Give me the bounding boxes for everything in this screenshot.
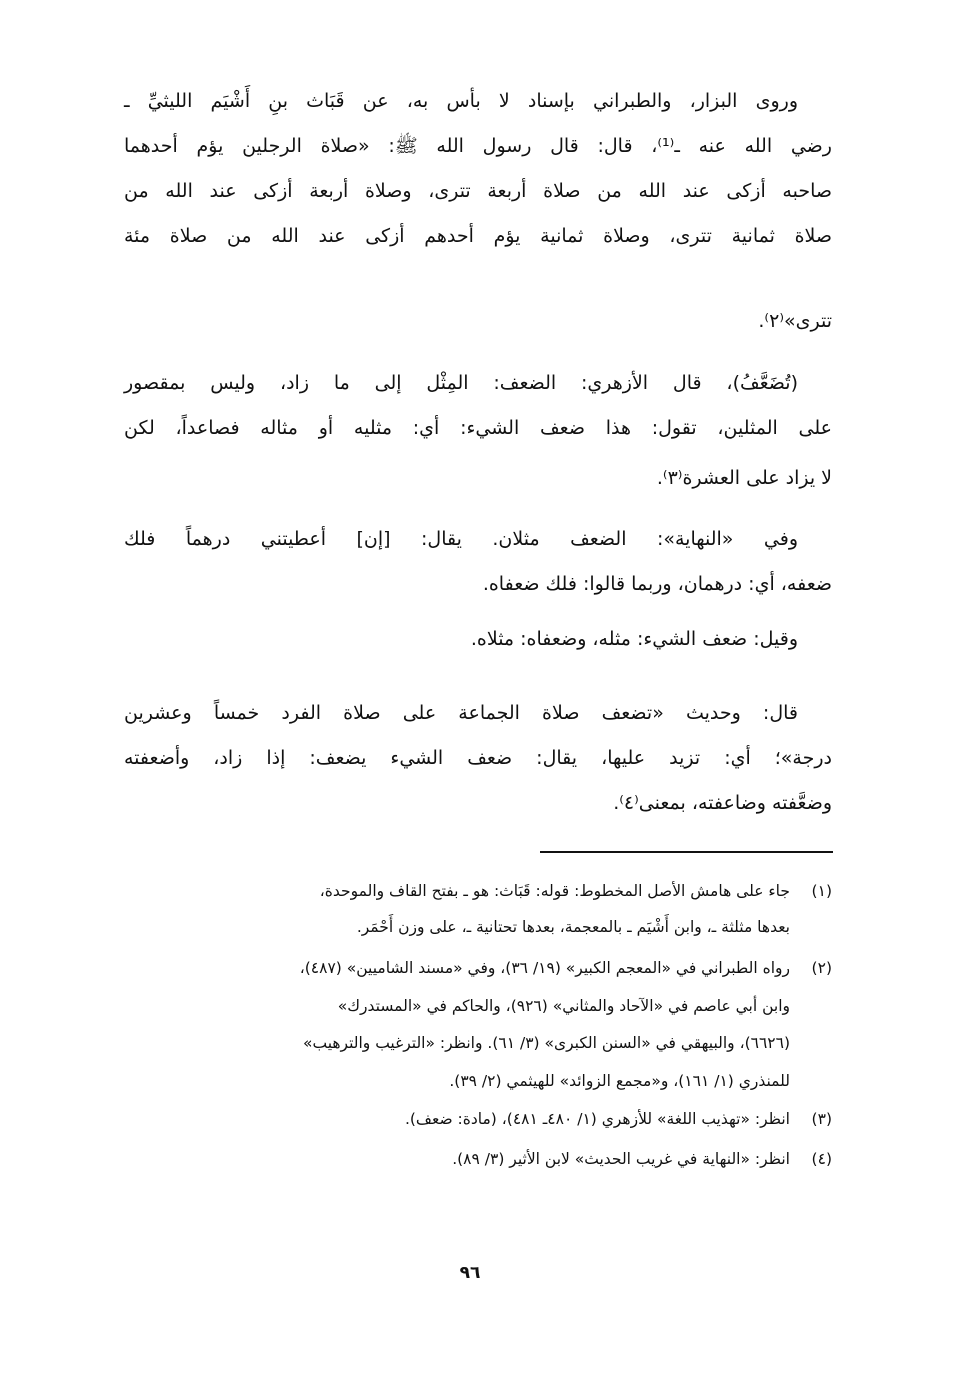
footnote-2 — [124, 955, 832, 981]
footnote-number: (٣) — [811, 1110, 832, 1128]
footnote-number: (١) — [811, 882, 832, 900]
text-line: رضي الله عنه ـ⁽¹⁾، قال: قال رسول الله ﷺ: «صلاة الرجلين يؤم أحدهما — [124, 135, 832, 157]
footnote-text: رواه الطبراني في «المعجم الكبير» (١٩/ ٣٦)، وفي «مسند الشاميين» (٤٨٧)، — [299, 959, 790, 977]
footnote-separator — [540, 851, 833, 853]
footnote-line: (٦٦٢٦)، والبيهقي في «السنن الكبرى» (٣/ ٦١). وانظر: «الترغيب والترهيب» — [302, 1034, 790, 1052]
text-line: على المثلين، تقول: هذا ضعف الشيء: أي: مثليه أو مثاله فصاعداً، لكن — [124, 417, 832, 439]
footnote-1 — [124, 878, 832, 904]
footnote-number: (٢) — [811, 959, 832, 977]
page-number: ٩٦ — [459, 1263, 481, 1283]
footnote-text: انظر: «تهذيب اللغة» للأزهري (١/ ٤٨٠ـ ٤٨١)، (مادة: ضعف). — [404, 1110, 790, 1128]
text-line: وقيل: ضعف الشيء: مثله، وضعفاه: مثلاه. — [470, 628, 798, 650]
text-line: وضعَّفته وضاعفته، بمعنى⁽٤⁾. — [613, 792, 832, 814]
text-line: ضعفه، أي: درهمان، وربما قالوا: فلك ضعفاه. — [482, 573, 832, 595]
footnote-line: للمنذري (١/ ١٦١)، و«مجمع الزوائد» للهيثمي (٢/ ٣٩). — [449, 1072, 790, 1090]
text-line: وروى البزار، والطبراني بإسناد لا بأس به، عن قَبَاث بنِ أَشْيَم الليثيِّ ـ — [124, 90, 798, 112]
footnote-line: وابن أبي عاصم في «الآحاد والمثاني» (٩٢٦)، والحاكم في «المستدرك» — [337, 997, 790, 1015]
text-line: تترى»⁽٢⁾. — [758, 310, 832, 332]
text-line: لا يزاد على العشرة⁽٣⁾. — [656, 467, 832, 489]
text-line: قال: وحديث «تضعف صلاة الجماعة على صلاة الفرد خمساً وعشرين — [124, 702, 798, 724]
footnote-4 — [124, 1146, 832, 1172]
text-line: درجة»؛ أي: تزيد عليها، يقال: ضعف الشيء يضعف: إذا زاد، وأضعفته — [124, 747, 832, 769]
footnote-number: (٤) — [811, 1150, 832, 1168]
text-line: صلاة ثمانية تترى، وصلاة ثمانية يؤم أحدهم أزكى عند الله من صلاة مئة — [124, 225, 832, 247]
text-line: صاحبه أزكى عند الله من صلاة أربعة تترى، وصلاة أربعة أزكى عند الله من — [124, 180, 832, 202]
footnote-line: بعدها مثلثة ـ، وابن أَشْيَم ـ بالمعجمة، بعدها تحتانية ـ، على وزن أَحْمَر. — [356, 918, 790, 936]
text-line: وفي «النهاية»: الضعف مثلان. يقال: [إن] أعطيتني درهماً فلك — [124, 528, 798, 550]
footnote-text: انظر: «النهاية في غريب الحديث» لابن الأثير (٣/ ٨٩). — [452, 1150, 790, 1168]
footnote-text: جاء على هامش الأصل المخطوط: قوله: قَبَاث: هو ـ بفتح القاف والموحدة، — [319, 882, 790, 900]
text-line: (تُضَعَّفُ)، قال الأزهري: الضعف: المِثْل إلى ما زاد، وليس بمقصور — [124, 372, 798, 394]
footnote-3 — [124, 1106, 832, 1132]
